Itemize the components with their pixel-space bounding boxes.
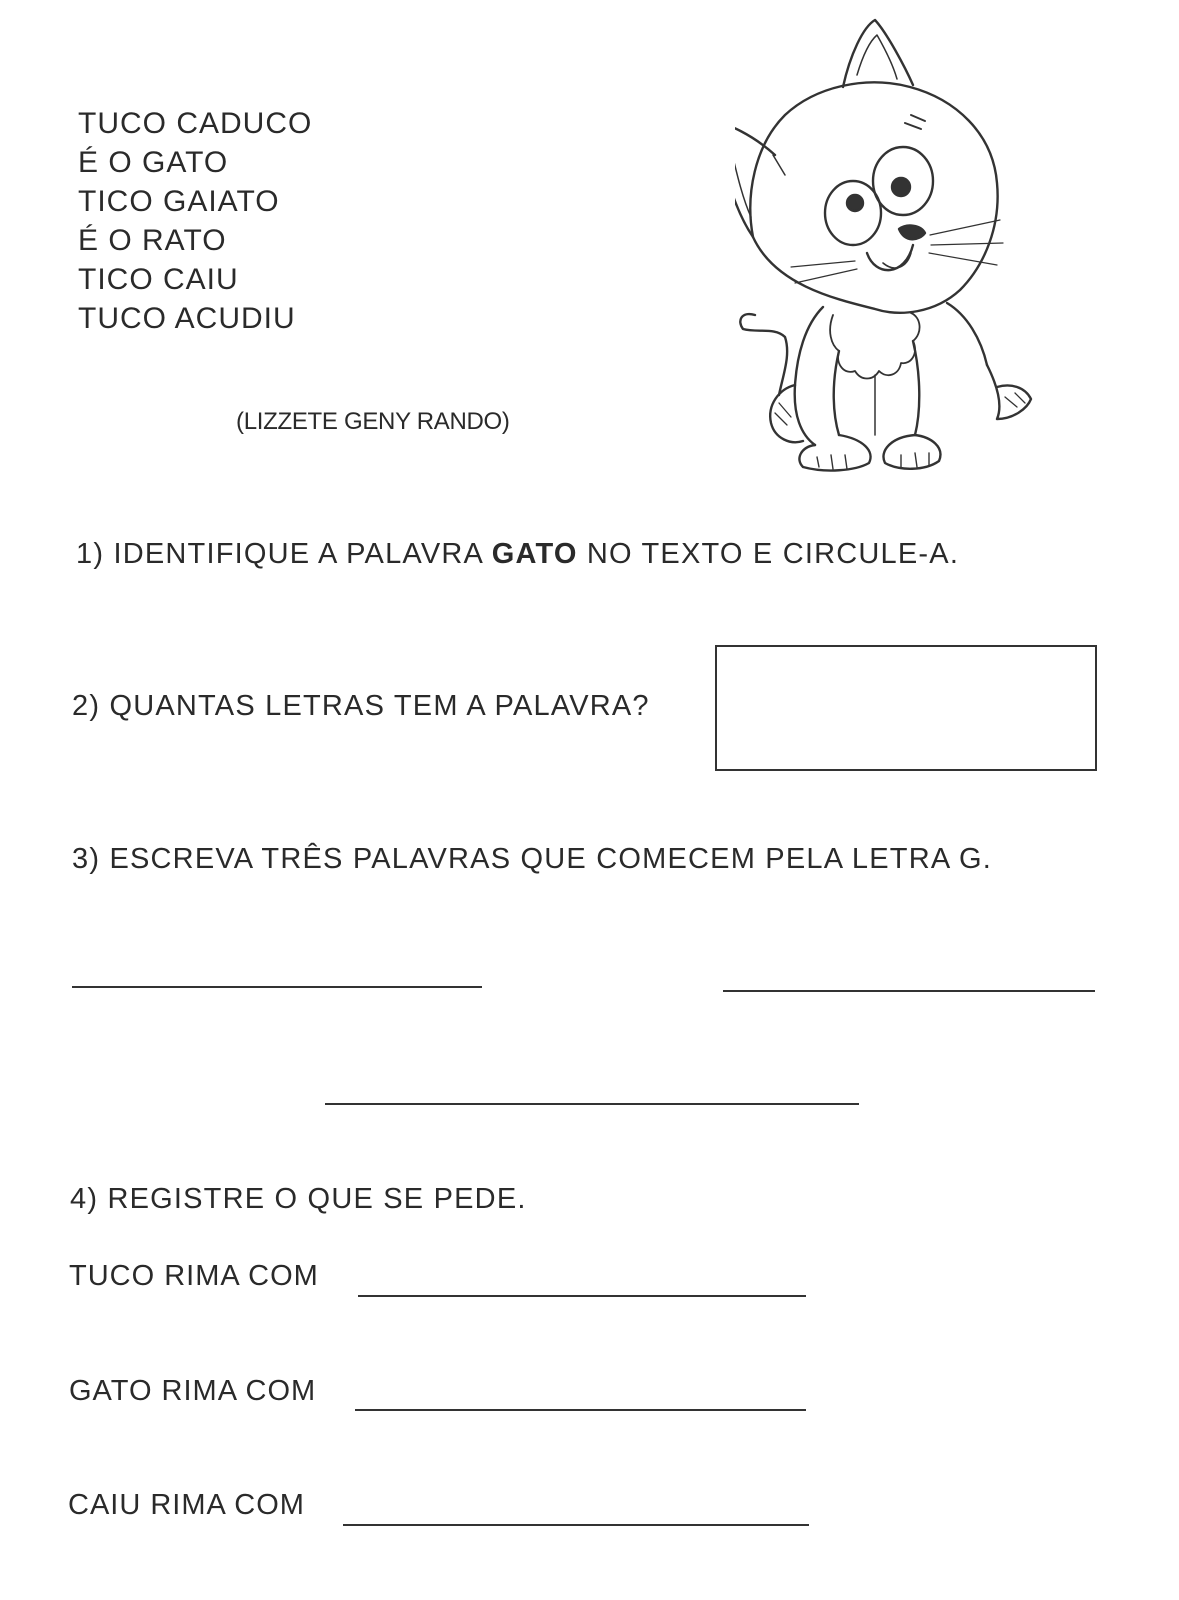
answer-line-g-word-3[interactable] — [325, 1103, 859, 1105]
poem-line: TICO GAIATO — [78, 185, 280, 218]
poem — [78, 104, 312, 338]
poem-line: TICO CAIU — [78, 263, 239, 296]
poem-author: (LIZZETE GENY RANDO) — [236, 408, 510, 435]
rhyme-prompt-gato: GATO RIMA COM — [69, 1375, 317, 1407]
question-4: 4) REGISTRE O QUE SE PEDE. — [70, 1183, 527, 1215]
question-3: 3) ESCREVA TRÊS PALAVRAS QUE COMECEM PELA LETRA G. — [72, 843, 993, 875]
cat-illustration — [735, 15, 1040, 475]
question-1-text-end: NO TEXTO E CIRCULE-A. — [577, 538, 960, 570]
poem-line: TUCO ACUDIU — [78, 302, 296, 335]
question-1-text-start: 1) IDENTIFIQUE A PALAVRA — [76, 538, 492, 570]
poem-line: É O RATO — [78, 224, 227, 257]
rhyme-answer-line-gato[interactable] — [355, 1409, 806, 1411]
rhyme-prompt-caiu: CAIU RIMA COM — [68, 1489, 305, 1521]
answer-line-g-word-2[interactable] — [723, 990, 1095, 992]
rhyme-answer-line-caiu[interactable] — [343, 1524, 809, 1526]
rhyme-answer-line-tuco[interactable] — [358, 1295, 806, 1297]
question-1 — [76, 538, 959, 571]
poem-line: TUCO CADUCO — [78, 107, 313, 140]
question-2: 2) QUANTAS LETRAS TEM A PALAVRA? — [72, 690, 650, 722]
rhyme-prompt-tuco: TUCO RIMA COM — [69, 1260, 319, 1292]
poem-line: É O GATO — [78, 146, 229, 179]
answer-line-g-word-1[interactable] — [72, 986, 482, 988]
letter-count-answer-box[interactable] — [715, 645, 1097, 771]
question-1-keyword: GATO — [491, 538, 578, 570]
